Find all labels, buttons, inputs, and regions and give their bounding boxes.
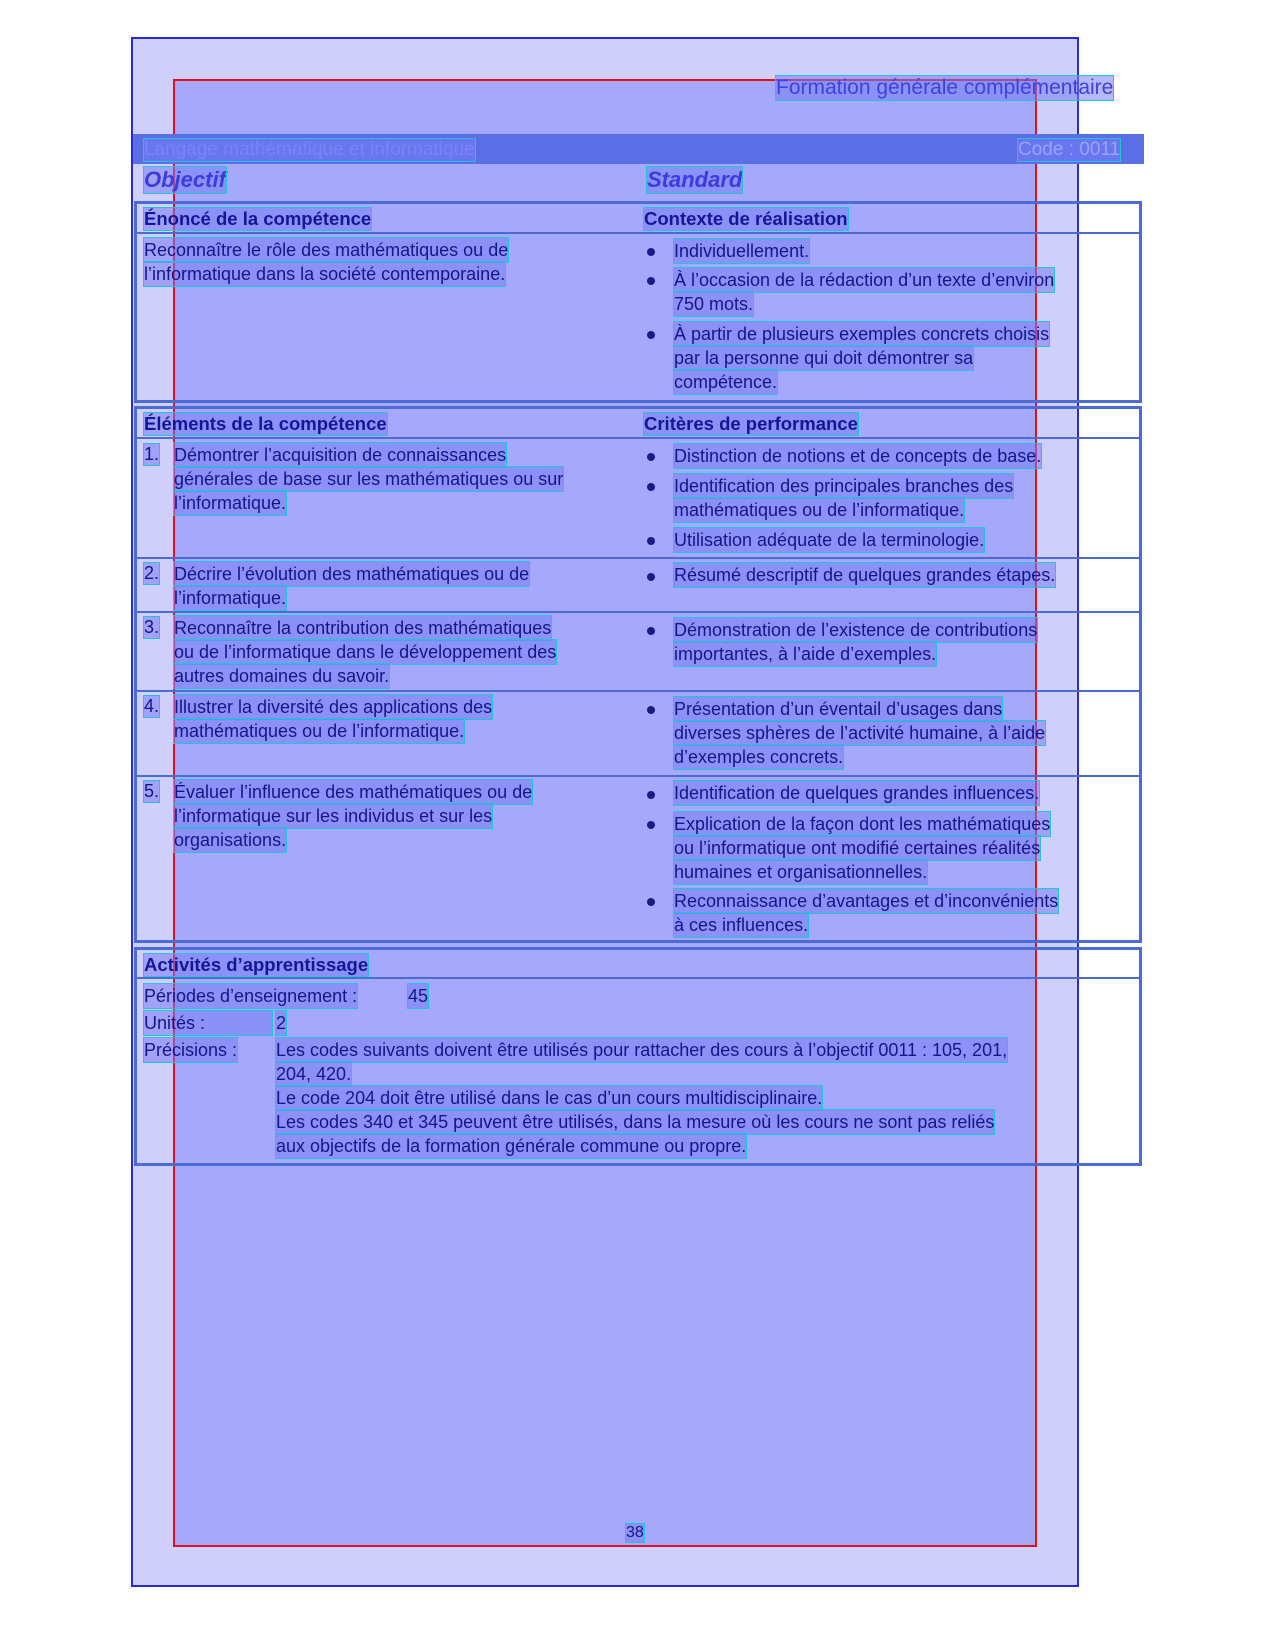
element-number: 5. (144, 781, 160, 801)
criterion-text: Identification des principales branches des (674, 476, 1014, 496)
bullet-icon (647, 453, 655, 461)
precisions-label: Précisions : (144, 1040, 238, 1060)
bullet-icon (647, 791, 655, 799)
periods-value: 45 (408, 986, 429, 1006)
element-text: Illustrer la diversité des applications des (174, 697, 493, 717)
element-text: Démontrer l’acquisition de connaissances (174, 445, 507, 465)
precisions-text: 204, 420. (276, 1064, 352, 1084)
criterion-text: Démonstration de l’existence de contributions (674, 620, 1038, 640)
element-text: l’informatique sur les individus et sur les (174, 806, 493, 826)
units-value: 2 (276, 1013, 287, 1033)
criterion-text: importantes, à l’aide d’exemples. (674, 644, 937, 664)
competence-statement-line: Reconnaître le rôle des mathématiques ou de (144, 240, 509, 260)
precisions-text: Le code 204 doit être utilisé dans le cas d’un cours multidisciplinaire. (276, 1088, 823, 1108)
bullet-icon (647, 537, 655, 545)
criteria-heading: Critères de performance (644, 413, 858, 434)
precisions-text: Les codes 340 et 345 peuvent être utilisés, dans la mesure où les cours ne sont pas reliés (276, 1112, 995, 1132)
criterion-text: Distinction de notions et de concepts de base. (674, 446, 1042, 466)
bullet-icon (647, 573, 655, 581)
element-text: Évaluer l’influence des mathématiques ou de (174, 782, 533, 802)
bullet-icon (647, 483, 655, 491)
element-text: organisations. (174, 830, 287, 850)
criterion-text: Présentation d’un éventail d’usages dans (674, 699, 1003, 719)
element-text: l’informatique. (174, 588, 287, 608)
row-divider (134, 690, 1142, 692)
bullet-icon (647, 898, 655, 906)
criterion-text: humaines et organisationnelles. (674, 862, 928, 882)
competence-heading: Énoncé de la compétence (144, 208, 372, 229)
row-divider (134, 775, 1142, 777)
context-item: À l’occasion de la rédaction d’un texte d’environ (674, 270, 1055, 290)
elements-heading: Éléments de la compétence (144, 413, 387, 434)
element-text: l’informatique. (174, 493, 287, 513)
context-item: compétence. (674, 372, 778, 392)
element-text: ou de l’informatique dans le développement des (174, 642, 557, 662)
competence-statement-line: l’informatique dans la société contemporaine. (144, 264, 506, 284)
criterion-text: diverses sphères de l’activité humaine, à l’aide (674, 723, 1046, 743)
criterion-text: Reconnaissance d’avantages et d’inconvénients (674, 891, 1059, 911)
document-section-title: Formation générale complémentaire (776, 76, 1114, 99)
context-heading: Contexte de réalisation (644, 208, 848, 229)
objective-column-heading: Objectif (144, 167, 226, 192)
element-text: générales de base sur les mathématiques ou sur (174, 469, 564, 489)
criterion-text: à ces influences. (674, 915, 809, 935)
bullet-icon (647, 248, 655, 256)
criterion-text: Identification de quelques grandes influences. (674, 783, 1040, 803)
bullet-icon (647, 627, 655, 635)
periods-label: Périodes d’enseignement : (144, 986, 358, 1006)
page-number: 38 (626, 1524, 644, 1541)
standard-column-heading: Standard (647, 167, 743, 192)
criterion-text: Utilisation adéquate de la terminologie. (674, 530, 985, 550)
element-text: mathématiques ou de l’informatique. (174, 721, 465, 741)
context-item: 750 mots. (674, 294, 754, 314)
precisions-text: Les codes suivants doivent être utilisés pour rattacher des cours à l’objectif 0011 : 105, 201, (276, 1040, 1008, 1060)
elements-header-divider (134, 437, 1142, 439)
bullet-icon (647, 277, 655, 285)
units-label: Unités : (144, 1011, 272, 1035)
context-item: Individuellement. (674, 241, 810, 261)
precisions-text: aux objectifs de la formation générale commune ou propre. (276, 1136, 747, 1156)
context-item: par la personne qui doit démontrer sa (674, 348, 974, 368)
bullet-icon (647, 706, 655, 714)
element-number: 4. (144, 696, 160, 716)
criterion-text: ou l’informatique ont modifié certaines réalités (674, 838, 1041, 858)
element-text: Décrire l’évolution des mathématiques ou de (174, 564, 530, 584)
bullet-icon (647, 821, 655, 829)
row-divider (134, 557, 1142, 559)
element-number: 2. (144, 563, 160, 583)
element-number: 3. (144, 617, 160, 637)
course-code: Code : 0011 (1018, 139, 1121, 160)
criterion-text: Résumé descriptif de quelques grandes étapes. (674, 565, 1056, 585)
criterion-text: mathématiques ou de l’informatique. (674, 500, 965, 520)
course-title: Langage mathématique et informatique (144, 139, 475, 160)
element-text: autres domaines du savoir. (174, 666, 390, 686)
activities-divider (134, 977, 1142, 979)
row-divider (134, 611, 1142, 613)
element-number: 1. (144, 444, 160, 464)
criterion-text: d’exemples concrets. (674, 747, 844, 767)
activities-heading: Activités d’apprentissage (144, 954, 369, 975)
criterion-text: Explication de la façon dont les mathématiques (674, 814, 1051, 834)
bullet-icon (647, 331, 655, 339)
competence-divider (134, 232, 1142, 234)
context-item: À partir de plusieurs exemples concrets choisis (674, 324, 1050, 344)
element-text: Reconnaître la contribution des mathématiques (174, 618, 552, 638)
